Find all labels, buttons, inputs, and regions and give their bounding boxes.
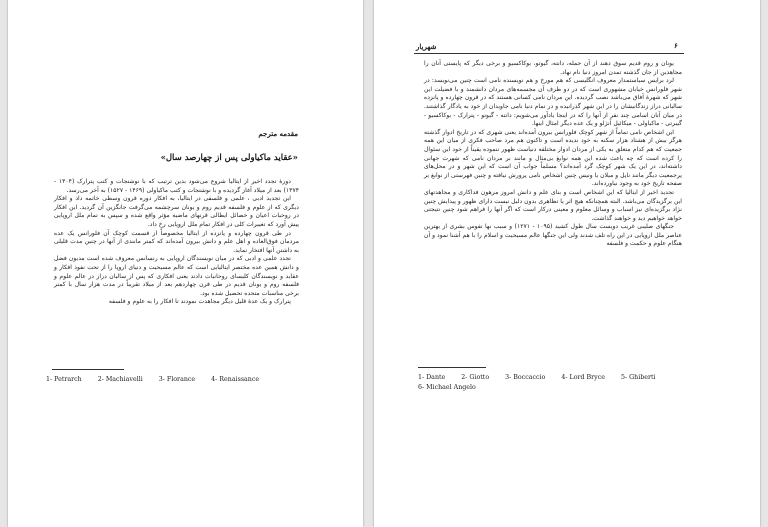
footnote: 1- Dante (418, 374, 446, 381)
footnote: 3- Boccaccio (505, 374, 546, 381)
paragraph: تجدد علمی و ادبی که در میان نویسندگان اروپایی به رنسانس معروف شده است مدیون فضل و دانش همین عده مختصر ایتالیایی است که عالم مسیحیت و دنیای اروپا را از تحت نفوذ افکار و عقاید و نویسندگان کلیسای روحانیات دادند یعنی افکاری که پس از سالیان دراز در عالم علوم و فلسفه روم و یونان قدیم در طی قرن چهاردهم بعد از میلاد تقریباً در مدت هزار سال با کمتر برخی مناسبات متحده تحصیل شده بود. (54, 255, 299, 297)
paragraph: جنگهای صلیبی غریب دویست سال طول کشید (۱۰۹۵ - ۱۲۷۱) و سبب نها تفوس بشری از بهترین عناصر ملل اروپایی در این راه تلف شدند ولی این جنگها عالم مسیحیت و اسلام را با هم آشنا نمود و آن هنگام علوم و حکمت و فلسفه (424, 223, 682, 248)
paragraph: این اشخاص نامی تماماً از شهر کوچک فلورانس بیرون آمده‌اند یعنی شهری که در تاریخ ادوار گذشته هرگز بیش از هشتاد هزار سکنه به خود ندیده است و تاکنون هم مرد صاحب فکری از میان این همه جمعیت که هم کدام متعلق به یکی از مردان ادوار مختلفه دنیاست ظهور ننموده یقیناً از خود این سئوال را کرده است که چه باعث شده این همه نوابغ بی‌مثال و مانند بر مردان نامی که شهرت جهانی داشته‌اند، در این یک شهر کوچک گرد آمده‌اند؟ مسلماً جواب آن است که این شهر و در محل‌های پرجمعیت دیگر مانند ناپل و میلان یا ونیس چنین اشخاص نامی پرورش نیافته و چنین فهرستی از نوابغ بر صفحه تاریخ خود به وجود نیاورده‌اند. (424, 128, 682, 188)
paragraph: دورهٔ تجدد اخیر از ایتالیا شروع می‌شود بدین ترتیب که با نوشتجات و کتب پترارک (۱۳۰۴ - ۱۳۷۴) بعد از میلاد آغاز گردیده و با نوشتجات و کتب ماکیاولی (۱۴۶۹ - ۱۵۲۷) به آخر می‌رسد. (54, 178, 299, 194)
left-page (8, 0, 363, 527)
footnote-rule (418, 367, 486, 368)
right-page (374, 0, 760, 527)
right-footnotes (418, 373, 688, 393)
footnote: 4- Renaissance (211, 376, 260, 383)
footnote: 5- Ghiberti (621, 374, 656, 381)
footnote: 4- Lord Bryce (561, 374, 605, 381)
footnote: 2- Giotto (461, 374, 490, 381)
page-title: «عقاید ماکیاولی پس از چهارصد سال» (160, 153, 298, 163)
paragraph: این تجدید ادبی ، علمی و فلسفی در ایتالیا، به افکار دوره قرون وسطی خاتمه داد و افکار دیگری که از علوم و فلسفه قدیم روم و یونان سرچشمه می‌گرفت جانگزین آن گردید. این افکار در روحیات اعیان و خصائل ایطالی قرنهای ماضیه مؤثر واقع شده و سپس به تمام ملل اروپایی پیش آورد که تغییرات کلی در افکار تمام ملل اروپایی رخ داد. (54, 195, 299, 228)
paragraph: پترارک و یک عدهٔ قلیل دیگر مجاهدت نمودند تا افکار را به علوم و فلسفه (108, 298, 291, 306)
page-number: ۶ (674, 41, 678, 50)
paragraph: لرد برایس سیاستمدار معروف انگلیسی که هم مورخ و هم نویسنده نامی است چنین می‌نویسد: در شهر فلورانس خیابان مشهوری است که در دو طرف آن مجسمه‌های مردان دانشمند و با فضیلت این شهر که شهرهٔ آفاق می‌باشد نصب گردیده. این مردان نامی کسانی هستند که در قرون چهارده و پانزده سالیانی دراز زندگانیشان را در این شهر گذرانیده و در تمام دنیا نامی جاویدان از خود به یادگار گذاشتند. در میان آنان اسامی چند نفر از آنها را که در اینجا یادآور می‌شویم: دانته - گیوتو - پترارک - بوکاکسیو - گیبرتی - ماکیاولی - میکائیل آنژلو و یک عده دیگر امثال اینها. (424, 77, 682, 128)
paragraph: یونان و روم قدیم سوق دهند از آن جمله، دانته، گیوتو، بوکاکسیو و برخی دیگر که پایستی آنان را مجاهدین از جان گذشته تمدن امروز دنیا نام نهاد. (424, 60, 682, 76)
footnote-rule (52, 369, 124, 370)
footnote: 3- Florance (158, 376, 196, 383)
paragraph: در طی قرون چهارده و پانزده از ایتالیا مخصوصاً از قسمت کوچک آن فلورانس یک عده مردمان فوق‌العاده و اهل علم و دانش بیرون آمده‌اند که کمتر مانندی از آنها در چنین مدت قلیلی به داشتن آنها افتخار نماید. (54, 229, 299, 254)
footnote: 6- Michael Angelo (418, 384, 476, 391)
right-body (424, 60, 682, 249)
section-label: مقدمه مترجم (258, 129, 298, 138)
header-rule (414, 53, 684, 54)
paragraph: تجدید اخیر از ایتالیا که این اشخاص است و بنای علم و دانش امروز مرهون فداکاری و مجاهدتهای این برگزیدگان می‌باشد. البته همچنانکه هیچ اثر یا تظاهری بدون دلیل نیست دارای ظهور و پیدایش چنین نژاد برگزیده‌ای نیز اسباب و وسائل معلوم و معینی درکار است که اگر آنها را فراهم شود چنین نتیجتی خواهد خواهیم دید و خواهند گذاشت. (424, 188, 682, 222)
left-body (54, 178, 299, 307)
left-footnotes (46, 376, 326, 383)
footnote: 1- Petrarch (46, 376, 82, 383)
running-title: شهریار (416, 42, 437, 51)
footnote: 2- Machiavelli (97, 376, 143, 383)
